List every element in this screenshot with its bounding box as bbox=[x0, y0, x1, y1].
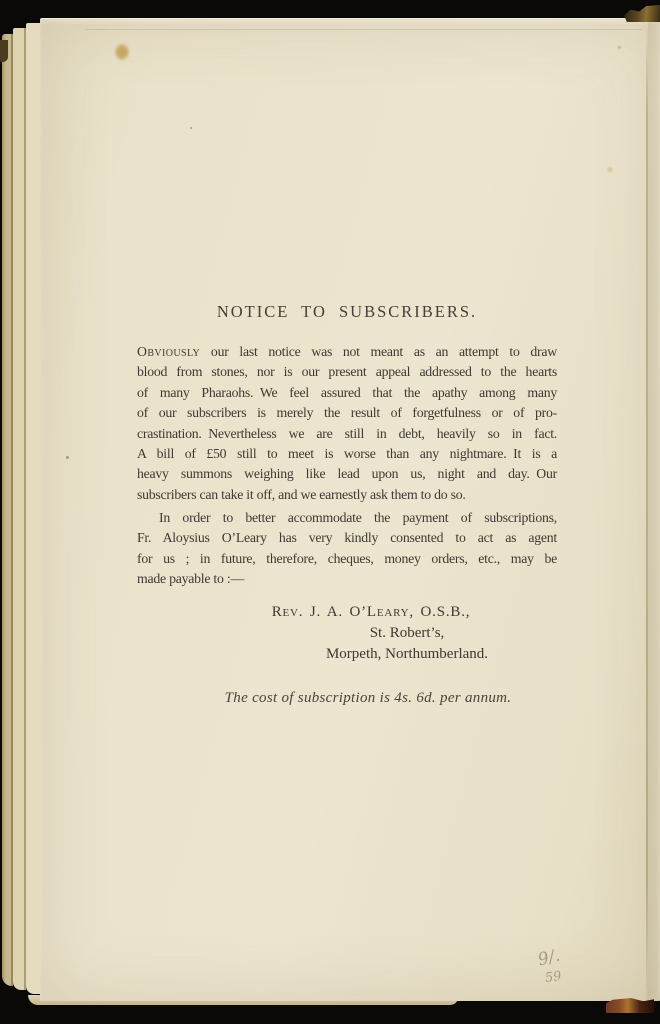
text-line: subscribers can take it off, and we earnestly ask them to do so. bbox=[137, 486, 466, 502]
text-line: heavy summons weighing like lead upon us, night and day. Our bbox=[137, 466, 557, 482]
text-line: of many Pharaohs. We feel assured that the apathy among many bbox=[137, 384, 557, 400]
subscription-note: The cost of subscription is 4s. 6d. per annum. bbox=[224, 690, 512, 706]
spine-fragment bbox=[0, 40, 8, 62]
ink-speck bbox=[66, 456, 69, 459]
payee-address-line: St. Robert’s, bbox=[369, 625, 445, 641]
foxing-stain bbox=[114, 43, 130, 61]
page-crease bbox=[85, 29, 642, 30]
text-line: Fr. Aloysius O’Leary has very kindly consented to act as agent bbox=[137, 530, 557, 546]
foxing-spot bbox=[606, 166, 614, 173]
text-line: In order to better accommodate the payment of subscriptions, bbox=[159, 510, 557, 525]
payee-name: Rev. J. A. O’Leary, O.S.B., bbox=[271, 604, 471, 620]
page-edge-stack-middle bbox=[13, 28, 26, 990]
page-edge-stack-outer bbox=[2, 34, 13, 986]
text-line: A bill of £50 still to meet is worse than any nightmare. It is a bbox=[137, 446, 557, 462]
payee-address-line: Morpeth, Northumberland. bbox=[325, 646, 489, 662]
binding-fragment-top-right bbox=[624, 5, 660, 22]
text-line: made payable to :— bbox=[137, 571, 244, 587]
text-line: crastination. Nevertheless we are still in debt, heavily so in fact. bbox=[137, 425, 557, 441]
text-line: for us ; in future, therefore, cheques, money orders, etc., may be bbox=[137, 550, 557, 566]
lead-word: Obviously bbox=[137, 344, 201, 359]
ink-speck bbox=[190, 127, 192, 129]
paragraph-2 bbox=[137, 508, 557, 590]
text-line: blood from stones, nor is our present appeal addressed to the hearts bbox=[137, 364, 557, 380]
pencil-shelfmark: 9/. bbox=[535, 945, 563, 971]
foxing-spot bbox=[617, 45, 622, 50]
book-page bbox=[40, 18, 660, 1001]
text-line: of our subscribers is merely the result of forgetfulness or of pro- bbox=[137, 405, 557, 421]
text-segment: our last notice was not meant as an attempt to draw bbox=[200, 344, 557, 359]
gutter-shadow bbox=[648, 19, 660, 1001]
page-title: NOTICE TO SUBSCRIBERS. bbox=[216, 302, 478, 321]
paragraph-1 bbox=[137, 342, 557, 505]
text-line bbox=[137, 342, 557, 362]
pencil-shelfmark: 59 bbox=[544, 968, 563, 987]
